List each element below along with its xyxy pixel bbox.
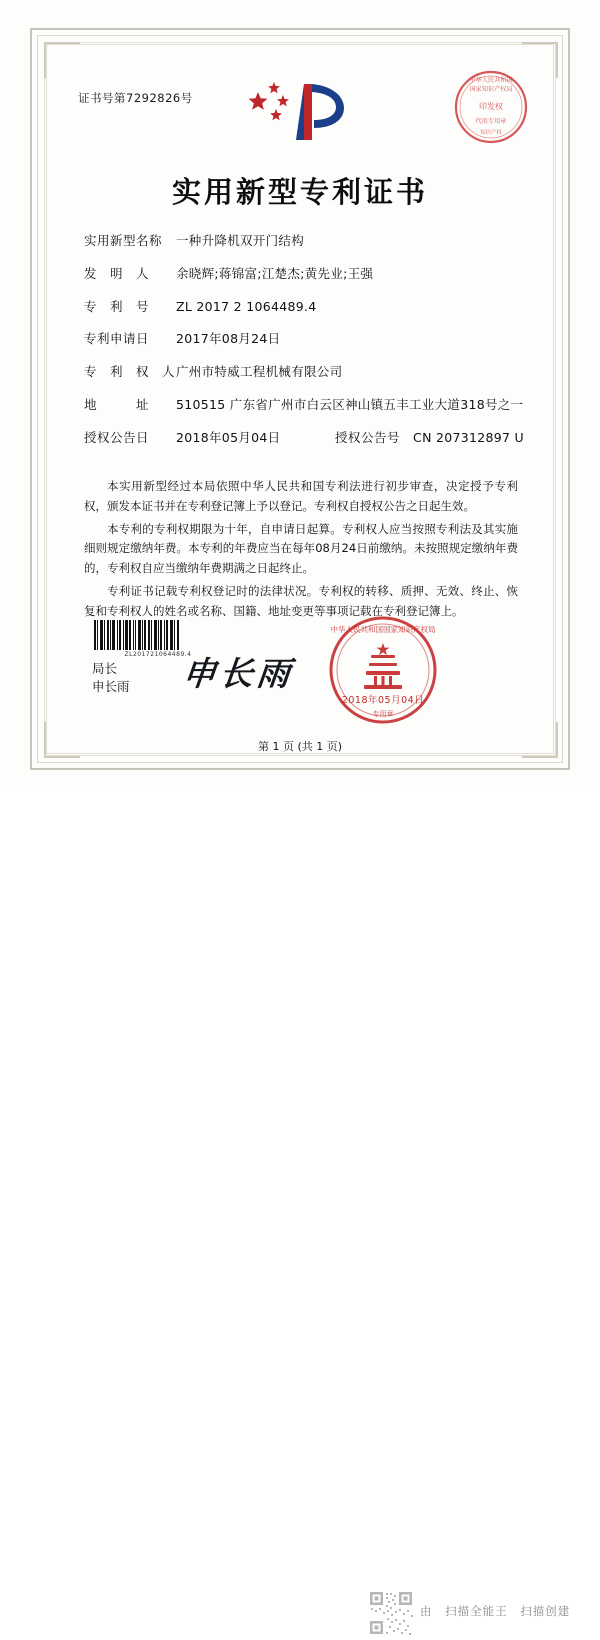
- announcement-number-group: [335, 429, 524, 448]
- barcode-caption: ZL201721064489.4: [124, 651, 192, 658]
- field-label-invention-name: 实用新型名称: [84, 233, 163, 248]
- signature-title: [92, 660, 130, 696]
- field-value-invention-name: 一种升降机双开门结构: [176, 233, 305, 248]
- certificate-number: 证书号第7292826号: [78, 91, 193, 105]
- svg-text:印发权: 印发权: [479, 102, 503, 111]
- qr-code-icon[interactable]: [368, 1590, 414, 1636]
- field-row-address: [84, 396, 524, 415]
- field-row-inventors: [84, 265, 524, 284]
- body-paragraph-2: 本专利的专利权期限为十年，自申请日起算。专利权人应当按照专利法及其实施细则规定缴纳年费。本专利的年费应当在每年08月24日前缴纳。未按照规定缴纳年费的，专利权自应当缴纳年费期满之日起终止。: [84, 521, 518, 576]
- watermark-prefix: 由: [420, 1604, 433, 1618]
- field-label-inventors: 发 明 人: [84, 265, 150, 281]
- body-paragraph-3: 专利证书记载专利权登记时的法律状况。专利权的转移、质押、无效、终止、恢复和专利权人的姓名或名称、国籍、地址变更等事项记载在专利登记簿上。: [84, 583, 518, 618]
- svg-text:国家知识产权局: 国家知识产权局: [469, 86, 513, 93]
- watermark-text: [420, 1603, 570, 1619]
- signature-handwriting: 申长雨: [180, 654, 296, 693]
- field-row-patent-number: [84, 298, 524, 317]
- signature-title-line1: 局长: [92, 661, 118, 676]
- field-label-application-date: 专利申请日: [84, 331, 150, 347]
- field-row-patentee: [84, 363, 524, 382]
- certificate-body-text: [84, 477, 518, 624]
- barcode-icon: [94, 620, 222, 650]
- page-title: 实用新型专利证书: [171, 175, 428, 209]
- official-red-seal-icon: [328, 615, 438, 725]
- signature-title-line2: 申长雨: [92, 679, 130, 695]
- border-corner-top-left: [44, 42, 80, 78]
- page-indicator: 第 1 页 (共 1 页): [257, 740, 343, 753]
- field-label-announcement-date: 授权公告日: [84, 429, 150, 445]
- body-paragraph-1: 本实用新型经过本局依照中华人民共和国专利法进行初步审查，决定授予专利权，颁发本证书并在专利登记簿上予以登记。专利权自授权公告之日起生效。: [84, 479, 518, 513]
- svg-text:中华人民共和国国家知识产权局: 中华人民共和国国家知识产权局: [330, 625, 436, 634]
- round-stamp-icon: [452, 68, 530, 146]
- svg-text:代用专用章: 代用专用章: [475, 118, 507, 125]
- field-value-application-date: 2017年08月24日: [176, 331, 281, 347]
- field-label-patentee: 专 利 权 人: [84, 364, 176, 379]
- field-value-inventors: 余晓辉;蒋锦富;江楚杰;黄先业;王强: [176, 265, 374, 281]
- field-row-invention-name: [84, 232, 524, 251]
- seal-date: 2018年05月04日: [341, 695, 425, 706]
- field-row-application-date: [84, 330, 524, 349]
- svg-text:中华人民共和国: 中华人民共和国: [469, 77, 513, 84]
- cnipa-emblem-icon: [248, 78, 352, 144]
- field-label-patent-number: 专 利 号: [84, 298, 150, 314]
- svg-text:专用章: 专用章: [372, 710, 394, 718]
- watermark-app-one: 扫描全能王: [445, 1604, 508, 1618]
- watermark-app-two: 扫描创建: [520, 1604, 571, 1618]
- certificate-fields: [84, 232, 524, 459]
- field-value-patentee: 广州市特威工程机械有限公司: [176, 364, 343, 379]
- field-value-announcement-date: 2018年05月04日: [176, 429, 281, 445]
- field-value-announcement-number: CN 207312897 U: [413, 429, 524, 445]
- svg-text:知识产权: 知识产权: [480, 130, 502, 136]
- field-row-announcement: [84, 429, 524, 448]
- field-value-address: 510515 广东省广州市白云区神山镇五丰工业大道318号之一: [176, 396, 524, 412]
- field-value-patent-number: ZL 2017 2 1064489.4: [176, 298, 317, 314]
- field-label-announcement-number: 授权公告号: [335, 429, 401, 445]
- scanner-watermark-bar: [0, 790, 600, 1618]
- field-label-address: 地 址: [84, 396, 150, 412]
